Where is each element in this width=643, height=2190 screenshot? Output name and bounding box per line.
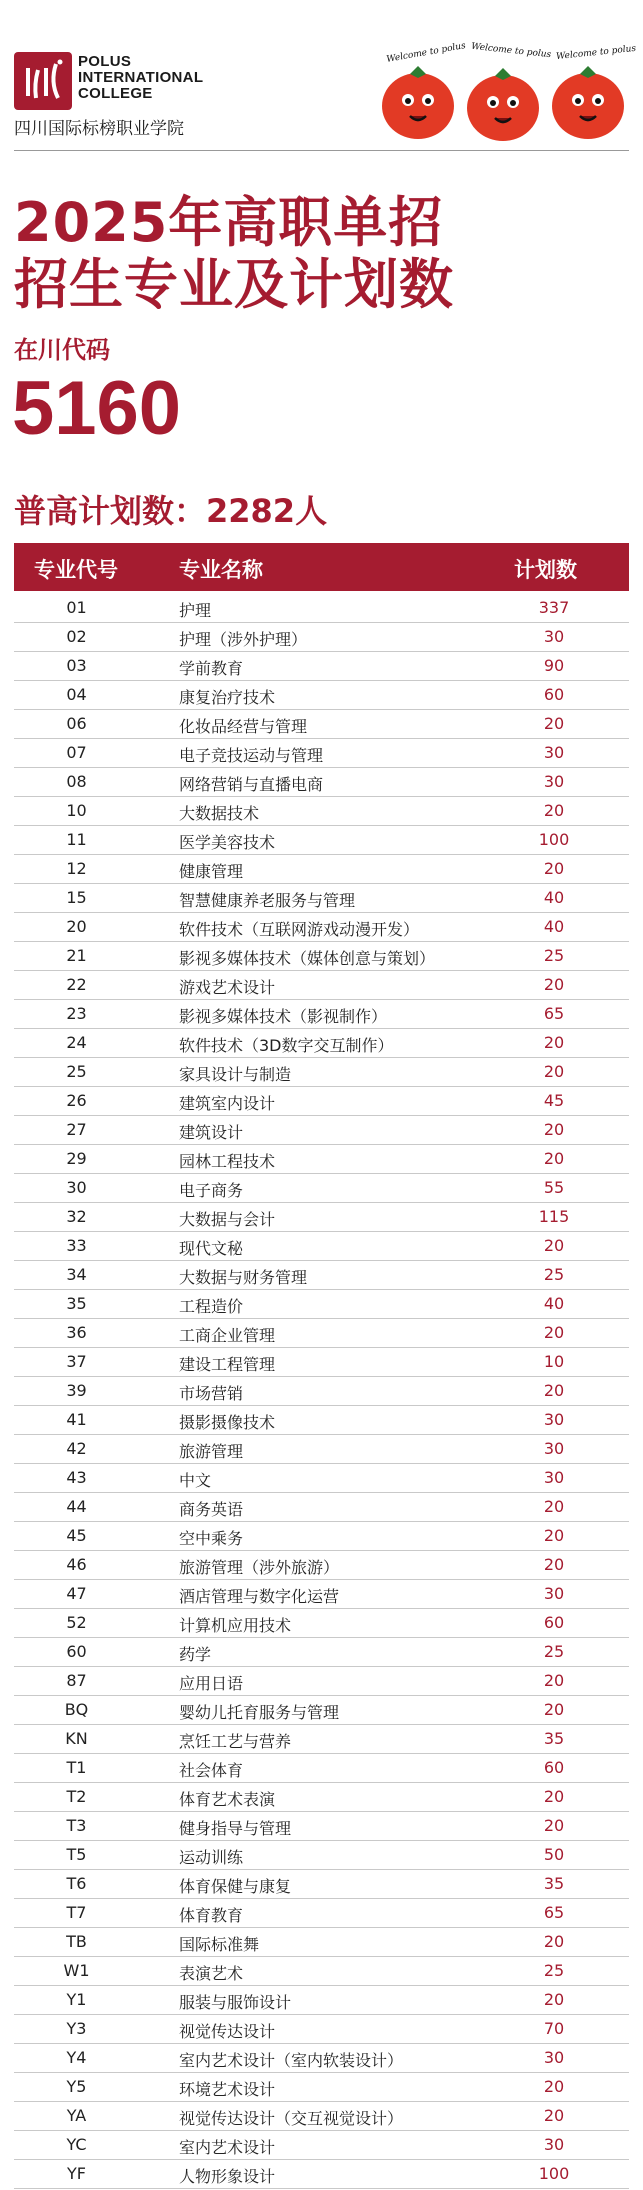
major-plan: 20 <box>543 859 565 878</box>
major-name: 建设工程管理 <box>179 1355 276 1374</box>
table-row <box>14 2160 629 2189</box>
major-code: Y3 <box>66 2019 87 2038</box>
major-name: 环境艺术设计 <box>179 2080 276 2099</box>
major-plan: 20 <box>543 1990 565 2009</box>
major-code: YC <box>66 2135 87 2154</box>
major-name: 人物形象设计 <box>179 2167 276 2186</box>
major-plan: 20 <box>543 975 565 994</box>
major-name: 药学 <box>179 1645 212 1664</box>
table-row <box>14 1435 629 1464</box>
table-row <box>14 1783 629 1812</box>
major-plan: 65 <box>543 1903 565 1922</box>
major-name: 智慧健康养老服务与管理 <box>179 891 356 910</box>
major-name: 健身指导与管理 <box>179 1819 292 1838</box>
table-row <box>14 1087 629 1116</box>
major-name: 大数据与财务管理 <box>179 1268 308 1287</box>
table-row <box>14 1812 629 1841</box>
major-name: 软件技术（互联网游戏动漫开发） <box>179 920 420 939</box>
major-plan: 20 <box>543 1323 565 1342</box>
table-row <box>14 1261 629 1290</box>
table-row <box>14 1696 629 1725</box>
page-header <box>0 0 643 150</box>
logo-en-line: INTERNATIONAL <box>78 69 204 86</box>
major-code: 41 <box>66 1410 87 1429</box>
college-logo-icon <box>14 52 72 110</box>
major-code: T7 <box>66 1903 87 1922</box>
major-code: 29 <box>66 1149 87 1168</box>
major-name: 国际标准舞 <box>179 1935 260 1954</box>
major-code: 12 <box>66 859 87 878</box>
major-name: 旅游管理 <box>179 1442 244 1461</box>
table-row <box>14 1290 629 1319</box>
major-name: 视觉传达设计（交互视觉设计） <box>179 2109 404 2128</box>
major-code: 32 <box>66 1207 87 1226</box>
major-plan: 20 <box>543 1700 565 1719</box>
table-row <box>14 1580 629 1609</box>
table-row <box>14 1870 629 1899</box>
major-name: 护理（涉外护理） <box>179 630 308 649</box>
major-plan: 20 <box>543 1787 565 1806</box>
table-row <box>14 2015 629 2044</box>
table-row <box>14 1667 629 1696</box>
major-plan: 70 <box>543 2019 565 2038</box>
tomato-mascots-illustration <box>372 41 637 144</box>
major-plan: 100 <box>538 2164 570 2183</box>
major-plan: 20 <box>543 714 565 733</box>
major-name: 护理 <box>179 601 212 620</box>
major-code: 87 <box>66 1671 87 1690</box>
major-name: 建筑设计 <box>179 1123 244 1142</box>
page-title <box>14 192 454 316</box>
table-row <box>14 1377 629 1406</box>
major-code: W1 <box>63 1961 90 1980</box>
major-plan: 20 <box>543 2106 565 2125</box>
major-name: 现代文秘 <box>179 1239 244 1258</box>
table-row <box>14 1029 629 1058</box>
major-name: 社会体育 <box>179 1761 244 1780</box>
major-plan: 60 <box>543 1613 565 1632</box>
enrollment-code-number: 5160 <box>12 366 182 451</box>
table-row <box>14 1348 629 1377</box>
major-plan: 20 <box>543 1033 565 1052</box>
major-code: T6 <box>66 1874 87 1893</box>
table-row <box>14 1522 629 1551</box>
major-name: 软件技术（3D数字交互制作） <box>179 1036 394 1055</box>
major-plan: 20 <box>543 1555 565 1574</box>
major-name: 电子商务 <box>179 1181 244 1200</box>
major-code: 10 <box>66 801 87 820</box>
major-name: 建筑室内设计 <box>179 1094 276 1113</box>
major-plan: 30 <box>543 1584 565 1603</box>
header-divider <box>14 150 629 151</box>
major-code: 37 <box>66 1352 87 1371</box>
major-plan: 115 <box>538 1207 570 1226</box>
major-plan: 20 <box>543 1062 565 1081</box>
major-name: 工程造价 <box>179 1297 244 1316</box>
major-name: 表演艺术 <box>179 1964 244 1983</box>
major-plan: 20 <box>543 1149 565 1168</box>
major-code: 60 <box>66 1642 87 1661</box>
major-code: 52 <box>66 1613 87 1632</box>
major-code: 23 <box>66 1004 87 1023</box>
major-name: 网络营销与直播电商 <box>179 775 324 794</box>
major-plan: 30 <box>543 627 565 646</box>
major-plan: 35 <box>543 1729 565 1748</box>
major-name: 应用日语 <box>179 1674 244 1693</box>
major-name: 影视多媒体技术（媒体创意与策划） <box>179 949 436 968</box>
major-code: YF <box>67 2164 86 2183</box>
table-row <box>14 1406 629 1435</box>
major-name: 室内艺术设计 <box>179 2138 276 2157</box>
major-name: 体育艺术表演 <box>179 1790 276 1809</box>
welcome-caption: Welcome to polus <box>555 43 637 63</box>
table-row <box>14 2131 629 2160</box>
major-plan: 20 <box>543 1816 565 1835</box>
major-code: Y4 <box>66 2048 87 2067</box>
major-code: 15 <box>66 888 87 907</box>
table-row <box>14 681 629 710</box>
college-name-en <box>78 54 203 102</box>
major-code: 35 <box>66 1294 87 1313</box>
major-code: Y5 <box>66 2077 87 2096</box>
major-code: 03 <box>66 656 87 675</box>
logo-en-line: COLLEGE <box>78 85 153 102</box>
major-name: 电子竞技运动与管理 <box>179 746 324 765</box>
table-row <box>14 1986 629 2015</box>
table-row <box>14 1638 629 1667</box>
major-name: 服装与服饰设计 <box>179 1993 292 2012</box>
major-name: 运动训练 <box>179 1848 244 1867</box>
welcome-caption: Welcome to polus <box>385 41 467 65</box>
table-row <box>14 1841 629 1870</box>
major-name: 中文 <box>179 1471 212 1490</box>
major-plan: 45 <box>543 1091 565 1110</box>
table-row <box>14 1116 629 1145</box>
major-plan: 60 <box>543 1758 565 1777</box>
header-name: 专业名称 <box>179 558 263 582</box>
major-plan: 30 <box>543 1439 565 1458</box>
major-name: 体育教育 <box>179 1906 244 1925</box>
logo-en-line: POLUS <box>78 53 132 70</box>
major-plan: 20 <box>543 1932 565 1951</box>
major-name: 商务英语 <box>179 1500 244 1519</box>
major-code: 30 <box>66 1178 87 1197</box>
major-name: 室内艺术设计（室内软装设计） <box>179 2051 404 2070</box>
major-plan: 40 <box>543 888 565 907</box>
major-code: 22 <box>66 975 87 994</box>
major-plan: 40 <box>543 917 565 936</box>
major-code: 25 <box>66 1062 87 1081</box>
major-code: 01 <box>66 598 87 617</box>
table-row <box>14 2073 629 2102</box>
major-plan: 337 <box>538 598 570 617</box>
table-row <box>14 652 629 681</box>
major-code: TB <box>66 1932 87 1951</box>
major-code: T2 <box>66 1787 87 1806</box>
major-code: 24 <box>66 1033 87 1052</box>
major-name: 学前教育 <box>179 659 244 678</box>
major-code: 21 <box>66 946 87 965</box>
major-name: 体育保健与康复 <box>179 1877 292 1896</box>
major-code: 43 <box>66 1468 87 1487</box>
major-plan: 30 <box>543 2048 565 2067</box>
major-code: 46 <box>66 1555 87 1574</box>
major-plan: 30 <box>543 1468 565 1487</box>
header-plan: 计划数 <box>514 558 577 582</box>
major-plan: 30 <box>543 1410 565 1429</box>
table-row <box>14 971 629 1000</box>
table-row <box>14 1899 629 1928</box>
major-plan: 30 <box>543 2135 565 2154</box>
major-plan: 20 <box>543 1497 565 1516</box>
majors-table-body <box>14 594 629 2189</box>
table-row <box>14 1058 629 1087</box>
table-row <box>14 2102 629 2131</box>
major-code: 42 <box>66 1439 87 1458</box>
major-code: T3 <box>66 1816 87 1835</box>
major-name: 园林工程技术 <box>179 1152 276 1171</box>
major-name: 大数据与会计 <box>179 1210 276 1229</box>
table-row <box>14 826 629 855</box>
major-plan: 100 <box>538 830 570 849</box>
table-row <box>14 1754 629 1783</box>
major-name: 医学美容技术 <box>179 833 276 852</box>
major-plan: 25 <box>543 1265 565 1284</box>
major-plan: 20 <box>543 2077 565 2096</box>
major-code: BQ <box>64 1700 89 1719</box>
table-row <box>14 1203 629 1232</box>
table-row <box>14 1174 629 1203</box>
major-name: 大数据技术 <box>179 804 260 823</box>
major-plan: 10 <box>543 1352 565 1371</box>
major-name: 视觉传达设计 <box>179 2022 276 2041</box>
major-code: 44 <box>66 1497 87 1516</box>
table-header <box>14 543 629 591</box>
header-code: 专业代号 <box>34 558 118 582</box>
major-code: 26 <box>66 1091 87 1110</box>
table-row <box>14 942 629 971</box>
major-name: 康复治疗技术 <box>179 688 276 707</box>
major-plan: 50 <box>543 1845 565 1864</box>
table-row <box>14 1232 629 1261</box>
title-line: 招生专业及计划数 <box>14 253 454 316</box>
major-code: 39 <box>66 1381 87 1400</box>
major-name: 空中乘务 <box>179 1529 244 1548</box>
table-row <box>14 768 629 797</box>
table-row <box>14 1493 629 1522</box>
table-row <box>14 1464 629 1493</box>
college-name-cn: 四川国际标榜职业学院 <box>14 119 184 139</box>
major-code: 07 <box>66 743 87 762</box>
major-plan: 20 <box>543 1236 565 1255</box>
table-row <box>14 739 629 768</box>
major-code: 11 <box>66 830 87 849</box>
table-row <box>14 1319 629 1348</box>
table-row <box>14 1928 629 1957</box>
major-plan: 30 <box>543 772 565 791</box>
major-plan: 25 <box>543 946 565 965</box>
major-name: 工商企业管理 <box>179 1326 276 1345</box>
major-plan: 20 <box>543 801 565 820</box>
table-row <box>14 884 629 913</box>
major-plan: 20 <box>543 1120 565 1139</box>
table-row <box>14 797 629 826</box>
table-row <box>14 1957 629 1986</box>
table-row <box>14 623 629 652</box>
major-plan: 25 <box>543 1642 565 1661</box>
major-name: 家具设计与制造 <box>179 1065 292 1084</box>
major-code: Y1 <box>66 1990 87 2009</box>
major-code: T1 <box>66 1758 87 1777</box>
major-plan: 35 <box>543 1874 565 1893</box>
major-plan: 25 <box>543 1961 565 1980</box>
major-plan: 20 <box>543 1381 565 1400</box>
major-plan: 40 <box>543 1294 565 1313</box>
table-row <box>14 1551 629 1580</box>
major-name: 化妆品经营与管理 <box>179 717 308 736</box>
major-name: 婴幼儿托育服务与管理 <box>179 1703 340 1722</box>
table-row <box>14 1000 629 1029</box>
table-row <box>14 1725 629 1754</box>
major-plan: 55 <box>543 1178 565 1197</box>
table-row <box>14 594 629 623</box>
major-plan: 20 <box>543 1671 565 1690</box>
major-plan: 20 <box>543 1526 565 1545</box>
major-code: 34 <box>66 1265 87 1284</box>
major-code: 20 <box>66 917 87 936</box>
major-code: 45 <box>66 1526 87 1545</box>
table-row <box>14 855 629 884</box>
major-name: 烹饪工艺与营养 <box>179 1732 292 1751</box>
major-code: 08 <box>66 772 87 791</box>
major-code: 06 <box>66 714 87 733</box>
major-plan: 90 <box>543 656 565 675</box>
major-name: 摄影摄像技术 <box>179 1413 276 1432</box>
major-code: 27 <box>66 1120 87 1139</box>
major-name: 计算机应用技术 <box>179 1616 292 1635</box>
title-line: 2025年高职单招 <box>14 191 444 254</box>
welcome-caption: Welcome to polus <box>470 41 552 61</box>
major-code: KN <box>65 1729 88 1748</box>
major-name: 影视多媒体技术（影视制作） <box>179 1007 388 1026</box>
major-code: 47 <box>66 1584 87 1603</box>
major-plan: 65 <box>543 1004 565 1023</box>
major-name: 游戏艺术设计 <box>179 978 276 997</box>
major-code: 04 <box>66 685 87 704</box>
plan-total-heading: 普高计划数：2282人 <box>14 492 328 530</box>
major-name: 健康管理 <box>179 862 244 881</box>
table-row <box>14 913 629 942</box>
major-name: 酒店管理与数字化运营 <box>179 1587 340 1606</box>
major-plan: 60 <box>543 685 565 704</box>
major-plan: 30 <box>543 743 565 762</box>
table-row <box>14 1609 629 1638</box>
table-row <box>14 1145 629 1174</box>
major-code: 33 <box>66 1236 87 1255</box>
major-name: 旅游管理（涉外旅游） <box>179 1558 340 1577</box>
major-code: T5 <box>66 1845 87 1864</box>
major-code: 02 <box>66 627 87 646</box>
table-row <box>14 2044 629 2073</box>
table-row <box>14 710 629 739</box>
major-name: 市场营销 <box>179 1384 244 1403</box>
major-code: 36 <box>66 1323 87 1342</box>
enrollment-code-label: 在川代码 <box>14 336 110 364</box>
major-code: YA <box>66 2106 87 2125</box>
